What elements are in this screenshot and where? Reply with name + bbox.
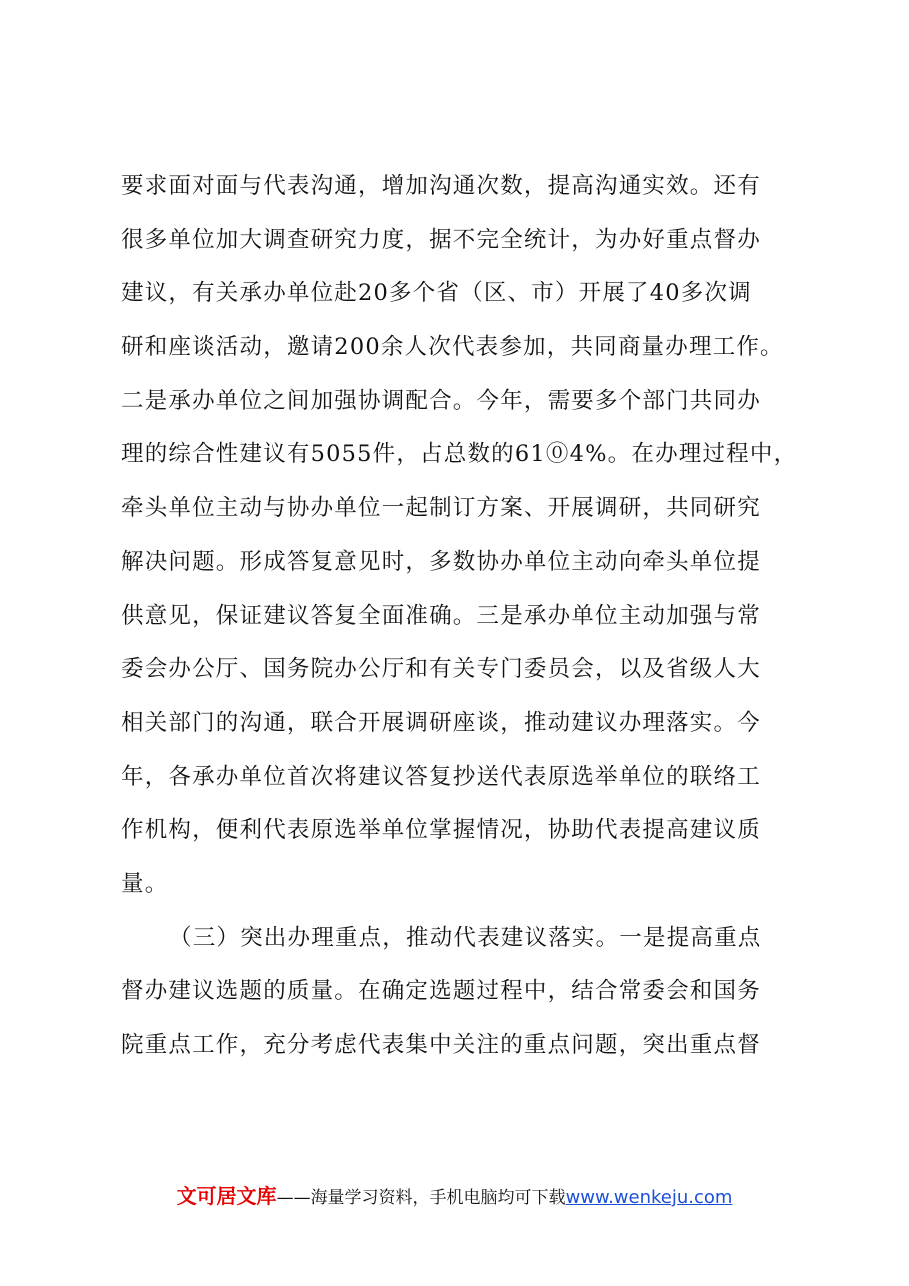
- text-line: 建议，有关承办单位赴20多个省（区、市）开展了40多次调: [121, 280, 752, 307]
- text-line: 解决问题。形成答复意见时，多数协办单位主动向牵头单位提: [121, 548, 761, 575]
- text-line: 二是承办单位之间加强协调配合。今年，需要多个部门共同办: [121, 387, 761, 414]
- footer-brand: 文可居文库: [176, 1184, 277, 1208]
- text-line: 委会办公厅、国务院办公厅和有关专门委员会，以及省级人大: [121, 656, 761, 683]
- footer-tagline: ——海量学习资料，手机电脑均可下载: [276, 1188, 566, 1208]
- text-line: 年，各承办单位首次将建议答复抄送代表原选举单位的联络工: [121, 763, 761, 790]
- text-line: 很多单位加大调查研究力度，据不完全统计，为办好重点督办: [121, 226, 761, 253]
- paragraph-1: [121, 160, 801, 912]
- text-line: 督办建议选题的质量。在确定选题过程中，结合常委会和国务: [121, 978, 761, 1005]
- footer-link[interactable]: www.wenkeju.com: [565, 1187, 733, 1208]
- text-line: 研和座谈活动，邀请200余人次代表参加，共同商量办理工作。: [121, 334, 784, 361]
- text-line: 相关部门的沟通，联合开展调研座谈，推动建议办理落实。今: [121, 709, 761, 736]
- text-line: 院重点工作，充分考虑代表集中关注的重点问题，突出重点督: [121, 1032, 761, 1058]
- document-body: [121, 160, 801, 1073]
- text-line: （三）突出办理重点，推动代表建议落实。一是提高重点: [169, 924, 762, 951]
- text-line: 要求面对面与代表沟通，增加沟通次数，提高沟通实效。还有: [121, 173, 761, 199]
- text-line: 量。: [121, 870, 169, 897]
- text-line: 供意见，保证建议答复全面准确。三是承办单位主动加强与常: [121, 602, 761, 629]
- text-line: 理的综合性建议有5055件，占总数的61⓪4%。在办理过程中，: [121, 441, 798, 468]
- paragraph-2: [121, 912, 801, 1073]
- text-line: 作机构，便利代表原选举单位掌握情况，协助代表提高建议质: [121, 817, 761, 844]
- footer-banner: [0, 1180, 909, 1209]
- text-line: 牵头单位主动与协办单位一起制订方案、开展调研，共同研究: [121, 495, 761, 522]
